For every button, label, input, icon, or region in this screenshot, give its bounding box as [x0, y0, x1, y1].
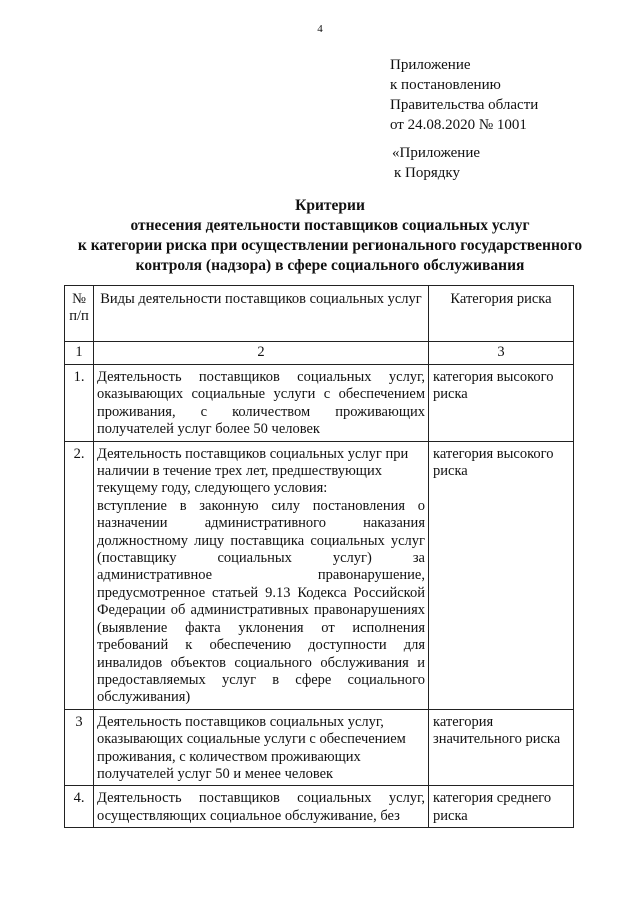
header-desc: Виды деятельности поставщиков социальных услуг — [94, 286, 429, 342]
row-description: Деятельность поставщиков социальных услуг, осуществляющих социальное обслуживание, без — [94, 786, 429, 828]
index-cell: 3 — [429, 342, 574, 365]
header-cat: Категория риска — [429, 286, 574, 342]
criteria-table — [64, 285, 574, 828]
appendix-line: «Приложение — [392, 145, 481, 161]
row-description-para: Деятельность поставщиков социальных услуг при наличии в течение трех лет, предшествующих текущему году, следующего условия: — [97, 445, 409, 497]
table-header-row — [65, 286, 574, 342]
heading-title: Критерии — [295, 197, 365, 214]
row-number: 1. — [65, 365, 94, 442]
row-number: 2. — [65, 441, 94, 709]
table-row — [65, 365, 574, 442]
row-number: 3 — [65, 709, 94, 786]
row-description-para: вступление в законную силу постановления о назначении административного наказания должностному лицу поставщика социальных услуг (поставщику социальных услуг) за административное правонарушение, предусмотренное статьей 9.13 Кодекса Российской Федерации об административных правонарушениях (выявление факта уклонения от исполнения требований к обеспечению доступности для инвалидов объектов социального обслуживания и предоставляемых услуг в сфере социального обслуживания) — [97, 497, 425, 706]
heading-line: контроля (надзора) в сфере социального обслуживания — [135, 257, 525, 274]
index-cell: 1 — [65, 342, 94, 365]
table-index-row — [65, 342, 574, 365]
appendix-line: к Порядку — [394, 165, 460, 181]
row-description: Деятельность поставщиков социальных услуг, оказывающих социальные услуги с обеспечением проживания, с количеством проживающих получателей услуг 50 и менее человек — [94, 709, 429, 786]
document-heading — [60, 196, 600, 276]
row-description: Деятельность поставщиков социальных услуг, оказывающих социальные услуги с обеспечением проживания, с количеством проживающих получателей услуг более 50 человек — [94, 365, 429, 442]
row-category: категория высокого риска — [429, 365, 574, 442]
table-row — [65, 709, 574, 786]
appendix-block — [390, 55, 538, 135]
row-number: 4. — [65, 786, 94, 828]
row-category: категория среднего риска — [429, 786, 574, 828]
appendix-line: к постановлению — [390, 77, 501, 93]
appendix-procedure-block — [392, 143, 480, 183]
appendix-line: Правительства области — [390, 97, 539, 113]
appendix-line: Приложение — [390, 57, 471, 73]
appendix-line: от 24.08.2020 № 1001 — [390, 117, 527, 133]
row-description — [94, 441, 429, 709]
row-category: категория значительного риска — [429, 709, 574, 786]
heading-line: к категории риска при осуществлении регионального государственного — [77, 237, 583, 254]
heading-line: отнесения деятельности поставщиков социальных услуг — [130, 217, 530, 234]
table-row — [65, 786, 574, 828]
page-number: 4 — [317, 23, 323, 35]
index-cell: 2 — [94, 342, 429, 365]
row-category: категория высокого риска — [429, 441, 574, 709]
header-num: № п/п — [65, 286, 94, 342]
table-row — [65, 441, 574, 709]
